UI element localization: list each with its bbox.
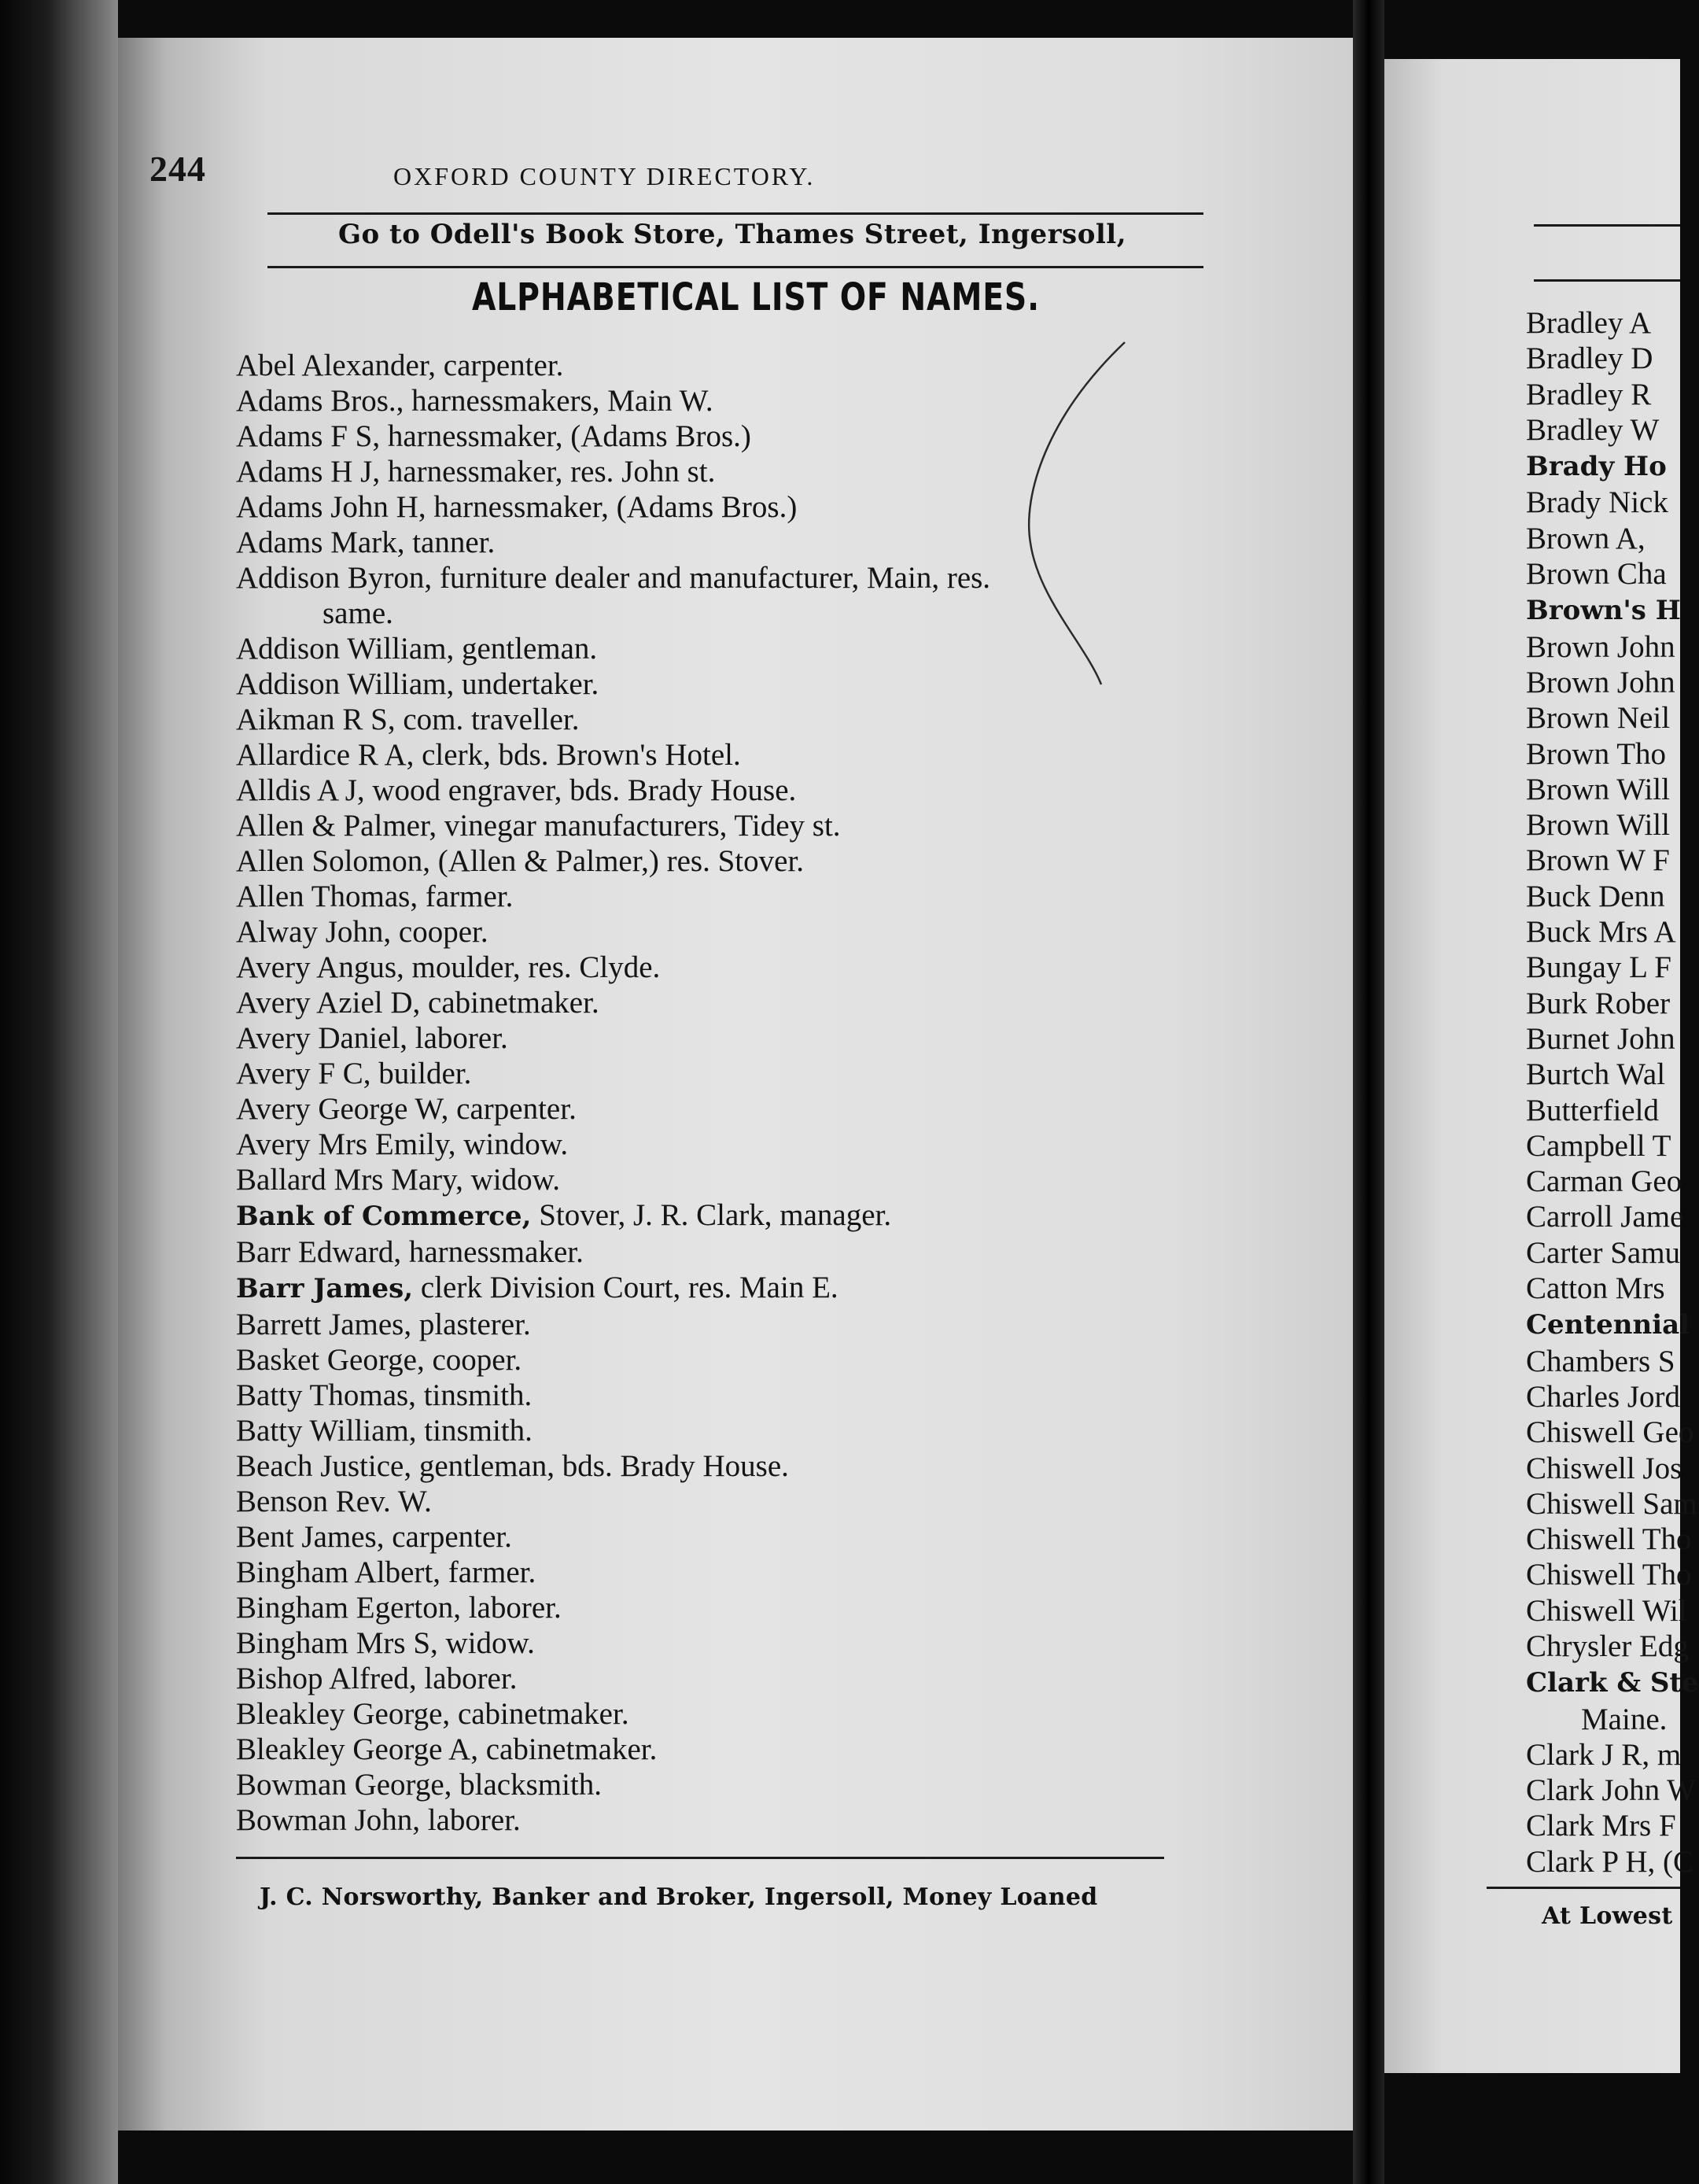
entry-detail: laborer.: [420, 1803, 521, 1837]
advert-rule: [267, 266, 1203, 268]
entry-name: Adams H J,: [236, 455, 381, 489]
entry-name: Alway John,: [236, 915, 392, 949]
directory-entry: [236, 773, 1282, 808]
directory-entry: [236, 1802, 1282, 1838]
directory-entry: [1526, 1629, 1689, 1664]
right-advert-rule: [1534, 279, 1680, 282]
directory-entry: [1526, 448, 1683, 485]
directory-entry: [236, 1197, 1282, 1234]
entry-name: Allen Thomas,: [236, 880, 418, 913]
directory-entry: [1526, 629, 1683, 665]
directory-entry: [236, 1091, 1282, 1127]
entry-name: Catton Mrs: [1526, 1271, 1665, 1306]
entry-detail: harnessmakers, Main W.: [404, 384, 713, 418]
list-title: ALPHABETICAL LIST OF NAMES.: [472, 275, 1040, 319]
directory-entry: [236, 1732, 1282, 1767]
directory-entry: [1526, 1021, 1683, 1057]
right-directory-entries: [1526, 305, 1699, 1879]
entry-detail: moulder, res. Clyde.: [404, 950, 661, 984]
entry-name: Avery F C,: [236, 1057, 371, 1090]
directory-entry: [1526, 700, 1683, 736]
entry-name: Bradley W: [1526, 412, 1660, 447]
directory-entry: [236, 1448, 1282, 1484]
directory-entry: [1526, 1057, 1683, 1092]
directory-entry: [236, 879, 1282, 914]
entry-name: Burnet John: [1526, 1021, 1675, 1056]
entry-name: Chiswell Geo: [1526, 1415, 1694, 1450]
header-rule: [267, 212, 1203, 215]
entry-detail: tinsmith.: [416, 1414, 533, 1448]
directory-entry: [1526, 1737, 1683, 1773]
directory-entry: [1526, 1593, 1687, 1629]
entry-name: Burtch Wal: [1526, 1057, 1666, 1092]
directory-entry: [236, 985, 1282, 1020]
entry-name: Buck Mrs A: [1526, 915, 1676, 950]
directory-entry: [1526, 1451, 1683, 1486]
entry-name: Bradley R: [1526, 377, 1652, 411]
entry-name: Burk Rober: [1526, 986, 1671, 1020]
right-footer-rule: [1487, 1887, 1680, 1889]
entry-name: Ballard Mrs Mary,: [236, 1163, 463, 1197]
entry-detail: cooper.: [391, 915, 488, 949]
directory-entry: [236, 1413, 1282, 1448]
bottom-advertisement: J. C. Norsworthy, Banker and Broker, Ingersoll, Money Loaned: [260, 1883, 1098, 1911]
entry-detail: Stover, J. R. Clark, manager.: [531, 1198, 892, 1232]
entry-name: Carroll Jame: [1526, 1200, 1684, 1234]
top-advertisement-text: Go to Odell's Book Store, Thames Street, Ingersoll,: [338, 219, 1127, 250]
entry-name: Bungay L F: [1526, 950, 1671, 985]
entry-name: Barr Edward,: [236, 1235, 402, 1269]
entry-name: Avery Daniel,: [236, 1021, 408, 1055]
entry-name: Charles Jord: [1526, 1379, 1681, 1414]
entry-name: Addison Byron,: [236, 561, 433, 595]
running-title: OXFORD COUNTY DIRECTORY.: [393, 162, 816, 190]
entry-detail: harnessmaker, (Adams Bros.): [426, 490, 798, 524]
entry-name: Clark & Ste: [1526, 1667, 1699, 1699]
entry-detail: cabinetmaker.: [420, 986, 599, 1020]
entry-name: Avery Aziel D,: [236, 986, 421, 1020]
entry-name: Addison William,: [236, 632, 455, 666]
entry-name: Bradley A: [1526, 306, 1652, 340]
entry-name: Barr James,: [236, 1273, 414, 1304]
directory-entry: [236, 1484, 1282, 1519]
directory-entry: [236, 950, 1282, 985]
entry-detail: carpenter.: [448, 1092, 577, 1126]
directory-entry: [1526, 879, 1683, 914]
entry-name: Bingham Albert,: [236, 1555, 440, 1589]
entry-name: Adams Bros.,: [236, 384, 404, 418]
entry-name: Allen Solomon,: [236, 844, 431, 878]
entry-name: Bowman George,: [236, 1768, 452, 1802]
entry-name: Carter Samu: [1526, 1235, 1681, 1270]
directory-entry: [1526, 521, 1683, 556]
entry-detail: laborer.: [460, 1591, 562, 1625]
pencil-bracket-mark: [1015, 338, 1141, 700]
entry-name: Chiswell Sam: [1526, 1486, 1697, 1521]
entry-name: Avery Mrs Emily,: [236, 1127, 456, 1161]
entry-name: Allardice R A,: [236, 738, 415, 772]
entry-name: Adams John H,: [236, 490, 426, 524]
entry-name: Campbell T: [1526, 1128, 1671, 1163]
directory-entry: [1526, 843, 1683, 878]
entry-detail: (Allen & Palmer,) res. Stover.: [430, 844, 805, 878]
directory-entry: [236, 1056, 1282, 1091]
directory-entry: [1526, 1235, 1683, 1271]
directory-entry: [236, 1162, 1282, 1197]
entry-name: Avery George W,: [236, 1092, 449, 1126]
entry-detail: Maine.: [1581, 1702, 1668, 1736]
directory-entry: [236, 1020, 1282, 1056]
entry-detail: widow.: [437, 1626, 535, 1660]
entry-detail: gentleman, bds. Brady House.: [411, 1449, 789, 1483]
entry-name: Brown Will: [1526, 772, 1670, 806]
entry-detail: widow.: [463, 1163, 560, 1197]
directory-entry: [236, 1378, 1282, 1413]
directory-entry: [1526, 1415, 1694, 1450]
entry-detail: com. traveller.: [395, 703, 580, 736]
entry-name: Bishop Alfred,: [236, 1662, 417, 1695]
entry-detail: window.: [455, 1127, 569, 1161]
entry-name: Chambers S: [1526, 1344, 1675, 1378]
right-header-rule: [1534, 224, 1680, 227]
entry-name: Abel Alexander,: [236, 349, 437, 382]
directory-entry: [1526, 1093, 1683, 1128]
directory-entry: [1526, 1164, 1683, 1199]
directory-entry: [1526, 914, 1683, 950]
entry-name: Brown Cha: [1526, 557, 1667, 592]
entry-name: Brown Tho: [1526, 736, 1667, 771]
entry-detail: same.: [322, 596, 393, 630]
directory-entry: [1526, 485, 1683, 520]
entry-name: Brown John: [1526, 665, 1675, 699]
entry-name: Buck Denn: [1526, 879, 1665, 913]
entry-name: Chiswell Tho: [1526, 1558, 1692, 1592]
entry-detail: tanner.: [404, 526, 496, 559]
entry-name: Avery Angus,: [236, 950, 404, 984]
entry-detail: harnessmaker, (Adams Bros.): [380, 419, 751, 453]
entry-name: Benson Rev. W.: [236, 1485, 432, 1518]
directory-entry: [236, 737, 1282, 773]
entry-name: Chiswell Wil: [1526, 1593, 1687, 1628]
entry-detail: cabinetmaker.: [477, 1732, 658, 1766]
directory-entry: [1526, 772, 1683, 807]
entry-name: Bank of Commerce,: [236, 1201, 532, 1232]
directory-entry: [236, 1519, 1282, 1555]
directory-entry: [1526, 1557, 1692, 1592]
directory-entry: [236, 1767, 1282, 1802]
entry-name: Chiswell Tho: [1526, 1522, 1692, 1557]
directory-entry: [1526, 1379, 1683, 1415]
page-header: [149, 116, 1172, 190]
directory-entry: [236, 808, 1282, 843]
directory-entry: [1526, 1664, 1699, 1701]
directory-entry: [1526, 1306, 1690, 1343]
book-gutter-left: [0, 0, 118, 2184]
directory-entry: [1526, 986, 1683, 1021]
entry-name: Chiswell Jos: [1526, 1451, 1682, 1485]
page-number: 244: [149, 149, 206, 189]
entry-name: Batty William,: [236, 1414, 417, 1448]
entry-name: Brown John: [1526, 629, 1675, 664]
directory-entry: [236, 702, 1282, 737]
entry-name: Clark John W: [1526, 1773, 1696, 1808]
directory-entry: [1526, 305, 1683, 341]
entry-detail: furniture dealer and manufacturer, Main, res.: [432, 561, 991, 595]
directory-entry: [1526, 592, 1683, 629]
entry-detail: laborer.: [416, 1662, 518, 1695]
entry-detail: plasterer.: [411, 1308, 531, 1341]
entry-name: Bingham Egerton,: [236, 1591, 461, 1625]
entry-name: Brown W F: [1526, 843, 1670, 878]
entry-name: Brady Nick: [1526, 485, 1668, 520]
directory-entry: [1526, 1773, 1696, 1808]
entry-name: Brown Neil: [1526, 701, 1671, 736]
entry-name: Chrysler Edg: [1526, 1629, 1689, 1663]
entry-name: Centennial: [1526, 1309, 1690, 1341]
entry-detail: blacksmith.: [451, 1768, 603, 1802]
entry-detail: cooper.: [424, 1343, 522, 1377]
directory-entry: [1526, 377, 1683, 412]
entry-name: Brady Ho: [1526, 451, 1667, 483]
directory-entry: [1526, 341, 1683, 376]
entry-detail: vinegar manufacturers, Tidey st.: [437, 809, 841, 843]
directory-entry: [1526, 736, 1683, 772]
directory-entry: [236, 1307, 1282, 1342]
entry-detail: laborer.: [407, 1021, 508, 1055]
entry-detail: carpenter.: [436, 349, 564, 382]
directory-entry: [1526, 1128, 1683, 1164]
directory-entry: [236, 1696, 1282, 1732]
entry-name: Brown's H: [1526, 595, 1681, 627]
entry-detail: tinsmith.: [415, 1378, 533, 1412]
directory-entry: [1526, 665, 1683, 700]
directory-entry: [1526, 1199, 1683, 1234]
entry-detail: clerk, bds. Brown's Hotel.: [414, 738, 741, 772]
directory-entry: [236, 843, 1282, 879]
entry-detail: cabinetmaker.: [450, 1697, 629, 1731]
entry-name: Adams F S,: [236, 419, 381, 453]
entry-name: Bent James,: [236, 1520, 385, 1554]
directory-entry: [236, 1234, 1282, 1270]
directory-entry: [1526, 807, 1683, 843]
entry-name: Addison William,: [236, 667, 455, 701]
entry-name: Bradley D: [1526, 341, 1653, 376]
right-bottom-advertisement: At Lowest: [1542, 1902, 1673, 1930]
entry-name: Basket George,: [236, 1343, 425, 1377]
entry-name: Barrett James,: [236, 1308, 412, 1341]
directory-entry: [236, 1661, 1282, 1696]
entry-name: Aikman R S,: [236, 703, 396, 736]
entry-name: Carman Geo: [1526, 1164, 1682, 1199]
directory-entry: [1526, 1271, 1683, 1306]
entry-name: Clark Mrs F: [1526, 1809, 1676, 1843]
entry-name: Brown Will: [1526, 808, 1670, 843]
directory-entry: [1526, 1522, 1692, 1557]
entry-detail: harnessmaker, res. John st.: [380, 455, 716, 489]
directory-entry: [1526, 1844, 1694, 1880]
directory-entry: [236, 1127, 1282, 1162]
entry-name: Batty Thomas,: [236, 1378, 416, 1412]
entry-detail: gentleman.: [454, 632, 598, 666]
entry-name: Butterfield: [1526, 1093, 1659, 1127]
book-spine: [1353, 0, 1384, 2184]
entry-name: Adams Mark,: [236, 526, 405, 559]
entry-detail: farmer.: [418, 880, 514, 913]
entry-name: Allen & Palmer,: [236, 809, 437, 843]
directory-entry: [1526, 1808, 1683, 1843]
directory-entry: [1526, 950, 1683, 985]
entry-name: Bingham Mrs S,: [236, 1626, 438, 1660]
entry-detail: undertaker.: [454, 667, 599, 701]
entry-detail: harnessmaker.: [401, 1235, 584, 1269]
directory-entry: [236, 1270, 1282, 1307]
entry-name: Alldis A J,: [236, 773, 365, 807]
entry-detail: builder.: [370, 1057, 472, 1090]
directory-entry: [236, 914, 1282, 950]
entry-detail: wood engraver, bds. Brady House.: [364, 773, 797, 807]
entry-name: Bleakley George,: [236, 1697, 451, 1731]
entry-detail: farmer.: [440, 1555, 536, 1589]
entry-name: Clark P H, (C: [1526, 1844, 1694, 1879]
entry-name: Brown A,: [1526, 521, 1646, 555]
top-advertisement: [338, 219, 1314, 250]
entry-name: Bowman John,: [236, 1803, 420, 1837]
entry-detail: clerk Division Court, res. Main E.: [413, 1271, 838, 1304]
directory-entry: [1526, 556, 1683, 592]
directory-entry: [236, 1555, 1282, 1590]
directory-entry: [1526, 1486, 1697, 1522]
entry-name: Clark J R, m: [1526, 1737, 1682, 1772]
directory-entry: [1526, 412, 1683, 448]
entry-name: Bleakley George A,: [236, 1732, 478, 1766]
entry-detail: carpenter.: [384, 1520, 512, 1554]
footer-rule: [236, 1857, 1164, 1859]
entry-name: Beach Justice,: [236, 1449, 412, 1483]
directory-entry: [1526, 1344, 1683, 1379]
directory-entry: [236, 1342, 1282, 1378]
directory-entry: [236, 1590, 1282, 1625]
directory-entry: [236, 1625, 1282, 1661]
directory-entry: [1526, 1702, 1683, 1737]
